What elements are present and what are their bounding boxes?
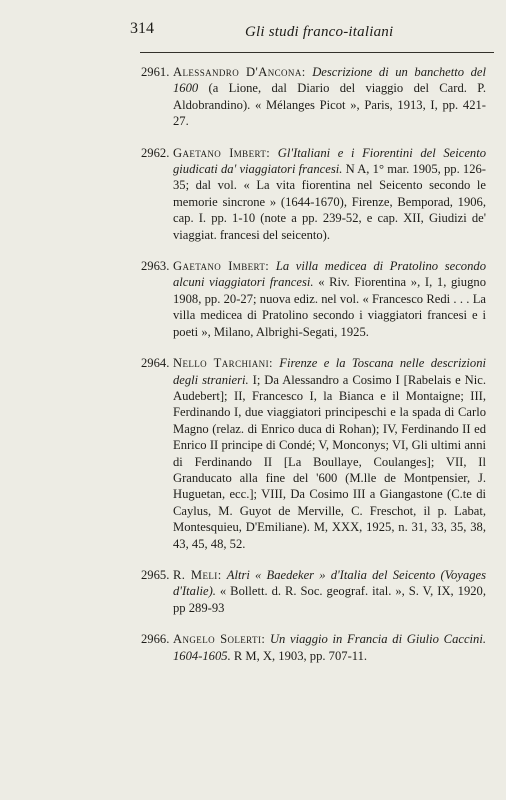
entry-number: 2961.: [141, 65, 170, 79]
running-title: Gli studi franco-italiani: [245, 24, 394, 40]
entry-title: Un viaggio in Francia di Giulio Caccini. 1604-1605.: [173, 632, 486, 663]
entry-author: Gaetano Imbert:: [173, 145, 271, 160]
entry-title: Gl'Italiani e i Fiorentini del Seicento giudicati da' viaggiatori francesi.: [173, 145, 487, 177]
entry-details: « Riv. Fiorentina », I, 1, giugno 1908, pp. 20-27; nuova ediz. nel vol. « Francesco Redi . . . La villa medicea di Pratolino secondo i viaggiatori francesi e i poeti », Milano, Albrighi-Segati, 1925.: [173, 275, 486, 339]
page-header: [0, 0, 506, 60]
entry-author: Nello Tarchiani:: [173, 356, 273, 371]
entry-author: Gaetano Imbert:: [173, 259, 270, 274]
entry-title: Descrizione di un banchetto del 1600: [173, 65, 486, 96]
bibliography-entry: [141, 64, 486, 130]
entry-number: 2965.: [141, 567, 170, 582]
bibliography-entry: [141, 258, 486, 340]
entry-author: Angelo Solerti:: [173, 632, 266, 647]
entry-details: (a Lione, dal Diario del viaggio del Card. P. Aldobrandino). « Mélanges Picot », Paris, 1913, I, pp. 421-27.: [173, 81, 487, 129]
entry-author: R. Meli:: [173, 567, 222, 582]
page-number: 314: [130, 20, 154, 37]
entry-details: N A, 1° mar. 1905, pp. 126-35; dal vol. « La vita fiorentina nel Seicento secondo le memorie sincrone » (1644-1670), Firenze, Bemporad, 1906, cap. I. pp. 1-10 (note a pp. 239-52, e cap. XII, Giudizi de' viaggiat. francesi del seicento).: [173, 162, 487, 242]
bibliography-entry: [141, 631, 486, 664]
entry-title: Altri « Baedeker » d'Italia del Seicento (Voyages d'Italie).: [173, 567, 486, 599]
entry-title: La villa medicea di Pratolino secondo alcuni viaggiatori francesi.: [173, 259, 486, 290]
entry-details: « Bollett. d. R. Soc. geograf. ital. », S. V, IX, 1920, pp 289-93: [173, 584, 486, 615]
entry-details: I; Da Alessandro a Cosimo I [Rabelais e Nic. Audebert]; II, Francesco I, la Bianca e il Montaigne; III, Ferdinando I, due viaggiatori principeschi e la spada di Carlo Magno (relaz. di Enrico duca di Rohan); IV, Ferdinando II ed Enrico II principe di Condé; V, Monconys; VI, Gli ultimi anni di Ferdinando II [La Boullaye, Coulanges]; VII, Il Granducato alla fine del '600 (M.lle de Montpensier, J. Huguetan, ecc.]; VIII, Da Cosimo III a Giangastone (C.te di Caylus, M. Guyot de Merville, C. Freschot, il p. Labat, Montesquieu, D'Emiliane). M, XXX, 1925, n. 31, 33, 35, 38, 43, 45, 48, 52.: [173, 372, 486, 551]
bibliography-list: [141, 64, 486, 679]
entry-number: 2963.: [141, 259, 170, 274]
bibliography-entry: [141, 355, 486, 552]
bibliography-entry: [141, 567, 486, 616]
entry-details: R M, X, 1903, pp. 707-11.: [233, 648, 368, 663]
header-rule: [140, 52, 494, 53]
entry-title: Firenze e la Toscana nelle descrizioni degli stranieri.: [173, 356, 486, 387]
entry-author: Alessandro D'Ancona:: [173, 65, 306, 79]
bibliography-entry: [141, 145, 486, 243]
entry-number: 2962.: [141, 145, 170, 160]
entry-number: 2964.: [141, 356, 170, 371]
entry-number: 2966.: [141, 632, 170, 647]
